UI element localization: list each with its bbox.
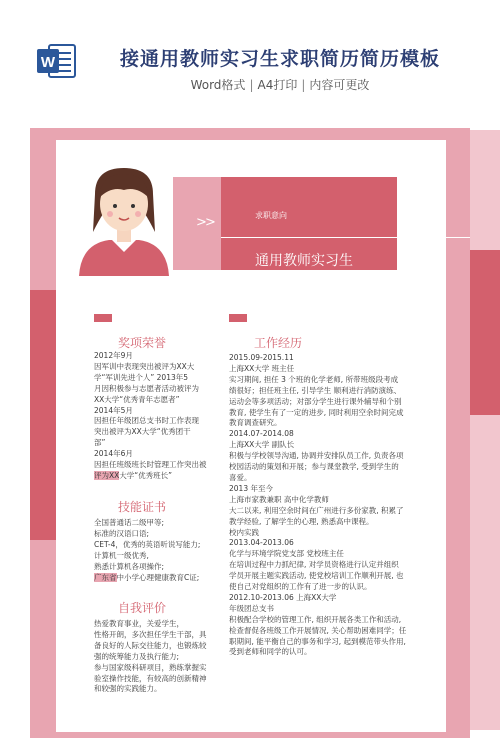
award-line: 因担任班级班长时管理工作突出被 [94, 460, 207, 470]
work-line: 年级团总支书 [229, 603, 274, 613]
work-line: 受到老师和同学的认可。 [229, 647, 312, 657]
work-line: 教学经验, 了解学生的心理, 熟悉高中课程。 [229, 516, 374, 526]
work-line: 2013.04-2013.06 [229, 538, 294, 548]
skill-line: 广东省中小学心理健康教育C证; [94, 572, 200, 582]
award-line: 2014年5月 [94, 405, 133, 415]
subtitle-editable: 内容可更改 [309, 78, 370, 92]
work-line: 使自己对党组织的工作有了进一步的认识。 [229, 582, 372, 592]
self-eval-line: 强的统筹能力及执行能力; [94, 651, 180, 661]
work-line: 2012.10-2013.06 上海XX大学 [229, 592, 337, 602]
work-line: 大二以来, 利用空余时间在广州进行多份家教, 积累了 [229, 505, 404, 515]
work-line: 2013 年至今 [229, 483, 273, 493]
self-eval-title: 自我评价 [118, 601, 167, 615]
subtitle-separator: | [301, 78, 306, 92]
work-line: 职期间, 能平衡自己的事务和学习, 起到模范带头作用, [229, 636, 406, 646]
self-eval-line: 参与国家级科研项目，熟练掌握实 [94, 662, 207, 672]
work-line: 积极与学校领导沟通, 协调并安排队员工作, 负责各项 [229, 451, 404, 461]
self-eval-list [94, 619, 207, 695]
award-line: 因担任年级团总支书时工作表现 [94, 416, 199, 426]
work-line: 在培训过程中力抓纪律, 对学员资格进行认定并组织 [229, 560, 399, 570]
work-line: 上海XX大学 副队长 [229, 440, 295, 450]
work-line: 校内实践 [229, 527, 259, 537]
award-line: 月因积极参与志愿者活动被评为 [94, 383, 199, 393]
work-line: 运动会等多项活动；对部分学生进行课外辅导和个别 [229, 396, 402, 406]
right-decor-strip-dark [470, 250, 500, 415]
self-eval-line: 热爱教育事业，关爱学生， [94, 619, 184, 628]
self-eval-line: 验室操作技能，有较高的创新精神 [94, 673, 207, 683]
document-header [0, 0, 500, 130]
self-eval-line: 性格开朗，多次担任学生干部，具 [94, 629, 207, 639]
work-line: 校园活动的策划和开展；参与课堂教学, 受到学生的 [229, 462, 399, 472]
award-line: 因军训中表现突出被评为XX大 [94, 361, 195, 371]
page-title: 接通用教师实习生求职简历简历模板 [119, 48, 440, 70]
avatar-illustration [79, 160, 169, 276]
work-line: 检查督促各班级工作开展情况, 关心帮助困难同学；任 [229, 625, 407, 635]
work-line: 上海市家教兼职 高中化学教师 [229, 494, 329, 504]
page-subtitle [100, 76, 460, 93]
award-line: 突出被评为XX大学“优秀团干 [94, 427, 191, 437]
awards-title: 奖项荣誉 [118, 336, 167, 350]
skills-list [94, 518, 200, 583]
award-line: 2014年6月 [94, 449, 133, 459]
skill-line: CET-4，优秀的英语听说写能力; [94, 539, 201, 549]
word-icon-letter: W [40, 54, 56, 71]
award-line: XX大学“优秀青年志愿者” [94, 394, 180, 404]
awards-section-bar [94, 314, 112, 322]
subtitle-print: A4打印 [257, 78, 298, 92]
work-line: 2014.07-2014.08 [229, 429, 294, 439]
award-line: 学“军训先进个人” 2013年5 [94, 372, 189, 382]
work-title: 工作经历 [254, 336, 303, 350]
subtitle-separator: | [249, 78, 254, 92]
work-list [229, 353, 406, 658]
work-line: 实习期间, 担任 3 个班的化学老师, 所带班级段考成 [229, 374, 399, 384]
awards-list [94, 351, 207, 482]
skills-title: 技能证书 [118, 500, 167, 514]
work-line: 教育调查研究。 [229, 418, 282, 428]
subtitle-format: Word格式 [190, 78, 246, 92]
skill-line: 全国普通话二级甲等; [94, 518, 165, 527]
intent-label: 求职意向 [255, 211, 287, 220]
work-line: 2015.09-2015.11 [229, 353, 294, 362]
work-line: 学员开展主题实践活动, 使党校培训工作顺利开展, 也 [229, 571, 404, 581]
chevrons-right-icon: > > [196, 215, 213, 230]
left-decor-strip [30, 290, 56, 540]
right-decor-strip-light [470, 130, 500, 730]
work-section-bar [229, 314, 247, 322]
skill-line: 计算机一级优秀, [94, 550, 149, 560]
work-line: 积极配合学校的管理工作, 组织开展各类工作和活动, [229, 614, 402, 624]
word-document-icon [37, 43, 77, 79]
work-line: 喜爱。 [229, 472, 252, 482]
work-line: 绩很好；担任班主任, 引导学生 顺利进行消防演练、 [229, 385, 402, 395]
award-line: 2012年9月 [94, 351, 133, 360]
work-line: 化学与环境学院党支部 党校班主任 [229, 549, 344, 559]
work-line: 教育, 使学生有了一定的进步, 同时利用空余时间完成 [229, 407, 404, 417]
self-eval-line: 备良好的人际交往能力，也锻炼较 [94, 640, 207, 650]
intent-divider [221, 237, 470, 238]
award-line: 评为XX大学“优秀班长” [94, 470, 173, 480]
intent-value: 通用教师实习生 [255, 253, 353, 269]
work-line: 上海XX大学 班主任 [229, 363, 295, 373]
self-eval-line: 和较强的实践能力。 [94, 684, 162, 694]
award-line: 部” [94, 438, 106, 448]
skill-line: 标准的汉语口语; [94, 528, 150, 538]
skill-line: 熟悉计算机各项操作; [94, 561, 165, 571]
